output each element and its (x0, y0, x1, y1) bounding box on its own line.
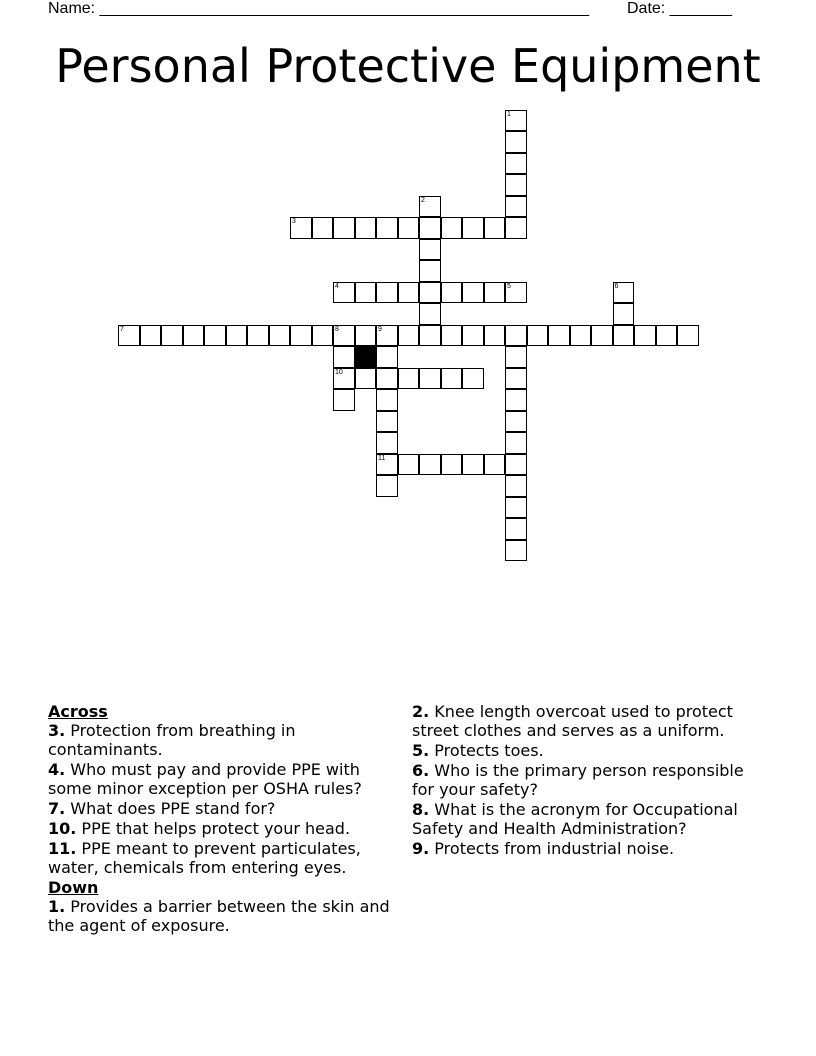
cell-number: 2 (421, 196, 425, 204)
clue-number: 11. (48, 839, 77, 858)
grid-cell[interactable] (398, 454, 420, 476)
grid-cell[interactable] (441, 454, 463, 476)
grid-cell[interactable] (613, 303, 635, 325)
grid-cell[interactable] (398, 325, 420, 347)
grid-cell[interactable] (613, 282, 635, 304)
cell-number: 7 (120, 325, 124, 333)
grid-cell[interactable] (656, 325, 678, 347)
grid-cell[interactable] (419, 303, 441, 325)
grid-cell[interactable] (462, 282, 484, 304)
cell-number: 1 (507, 110, 511, 118)
cell-number: 3 (292, 218, 296, 225)
clue-down-2 (412, 702, 762, 740)
grid-cell[interactable] (376, 432, 398, 454)
grid-cell[interactable] (355, 325, 377, 347)
grid-cell[interactable] (398, 368, 420, 390)
grid-cell[interactable] (634, 325, 656, 347)
clue-down-6 (412, 761, 762, 799)
grid-cell[interactable] (376, 454, 398, 476)
clue-number: 9. (412, 839, 430, 858)
grid-cell[interactable] (505, 325, 527, 347)
grid-cell[interactable] (355, 368, 377, 390)
grid-cell[interactable] (419, 454, 441, 476)
clue-number: 10. (48, 819, 77, 838)
cell-number: 4 (335, 282, 339, 290)
grid-cell[interactable] (140, 325, 162, 347)
grid-cell[interactable] (505, 346, 527, 368)
grid-cell[interactable] (462, 325, 484, 347)
grid-cell[interactable] (505, 411, 527, 433)
grid-cell[interactable] (613, 325, 635, 347)
grid-cell[interactable] (505, 174, 527, 196)
grid-cell[interactable] (484, 325, 506, 347)
grid-cell[interactable] (419, 217, 441, 239)
grid-cell[interactable] (462, 368, 484, 390)
grid-cell[interactable] (505, 217, 527, 239)
grid-cell[interactable] (677, 325, 699, 347)
clue-number: 8. (412, 800, 430, 819)
clue-across-3 (48, 721, 398, 759)
cell-number: 6 (614, 282, 619, 290)
clue-across-10 (48, 819, 398, 838)
grid-cell[interactable] (505, 389, 527, 411)
grid-cell[interactable] (333, 325, 355, 347)
grid-cell[interactable] (312, 217, 334, 239)
clue-text: Who is the primary person responsible for your safety? (412, 761, 744, 799)
clue-text: What does PPE stand for? (65, 799, 276, 818)
clue-text: Protects from industrial noise. (429, 839, 675, 858)
grid-cell[interactable] (441, 282, 463, 304)
clue-number: 5. (412, 741, 430, 760)
grid-cell[interactable] (419, 325, 441, 347)
cell-number: 5 (507, 282, 511, 290)
grid-cell[interactable] (505, 110, 527, 132)
grid-cell[interactable] (419, 368, 441, 390)
grid-cell[interactable] (505, 196, 527, 218)
clue-across-4 (48, 760, 398, 798)
grid-cell[interactable] (333, 217, 355, 239)
grid-cell[interactable] (505, 518, 527, 540)
grid-cell[interactable] (226, 325, 248, 347)
grid-cell[interactable] (505, 497, 527, 519)
grid-cell[interactable] (398, 217, 420, 239)
cell-number: 8 (335, 325, 339, 333)
grid-cell[interactable] (118, 325, 140, 347)
date-field[interactable]: Date: _______ (627, 0, 732, 17)
clue-number: 2. (412, 702, 430, 721)
clue-number: 7. (48, 799, 66, 818)
grid-cell[interactable] (376, 346, 398, 368)
grid-cell[interactable] (355, 217, 377, 239)
grid-cell[interactable] (333, 346, 355, 368)
grid-cell[interactable] (505, 540, 527, 562)
grid-cell[interactable] (462, 217, 484, 239)
clues-right-column (412, 702, 762, 859)
grid-cell[interactable] (376, 325, 398, 347)
cell-number: 9 (378, 325, 382, 333)
grid-cell[interactable] (419, 282, 441, 304)
clue-text: Who must pay and provide PPE with some minor exception per OSHA rules? (48, 760, 362, 798)
clue-down-9 (412, 839, 762, 858)
clue-number: 1. (48, 897, 66, 916)
grid-cell[interactable] (484, 454, 506, 476)
clue-down-5 (412, 741, 762, 760)
grid-cell[interactable] (505, 454, 527, 476)
down-heading: Down (48, 878, 99, 897)
grid-cell[interactable] (419, 196, 441, 218)
clue-across-11 (48, 839, 398, 877)
grid-cell[interactable] (376, 368, 398, 390)
grid-cell[interactable] (419, 260, 441, 282)
grid-cell[interactable] (505, 153, 527, 175)
grid-cell[interactable] (333, 368, 355, 390)
grid-cell[interactable] (247, 325, 269, 347)
grid-cell[interactable] (505, 131, 527, 153)
grid-cell[interactable] (290, 217, 312, 239)
grid-cell[interactable] (376, 389, 398, 411)
grid-cell[interactable] (484, 217, 506, 239)
grid-cell[interactable] (527, 325, 549, 347)
puzzle-title: Personal Protective Equipment (55, 39, 761, 93)
clue-text: PPE meant to prevent particulates, water, chemicals from entering eyes. (48, 839, 361, 877)
grid-cell[interactable] (441, 368, 463, 390)
grid-cell[interactable] (505, 282, 527, 304)
clue-text: Knee length overcoat used to protect street clothes and serves as a uniform. (412, 702, 733, 740)
clue-down-8 (412, 800, 762, 838)
grid-cell[interactable] (333, 282, 355, 304)
grid-cell[interactable] (376, 475, 398, 497)
grid-cell[interactable] (312, 325, 334, 347)
grid-cell[interactable] (462, 454, 484, 476)
grid-cell[interactable] (355, 282, 377, 304)
cell-number: 10 (335, 368, 343, 376)
grid-cell[interactable] (505, 475, 527, 497)
grid-cell[interactable] (398, 282, 420, 304)
clue-number: 4. (48, 760, 66, 779)
name-field[interactable]: Name: _______________________________________________________ (48, 0, 589, 17)
clue-text: Protection from breathing in contaminants. (48, 721, 296, 759)
grid-cell[interactable] (505, 432, 527, 454)
grid-cell[interactable] (441, 325, 463, 347)
across-heading: Across (48, 702, 108, 721)
clue-text: What is the acronym for Occupational Safety and Health Administration? (412, 800, 738, 838)
clue-text: Provides a barrier between the skin and the agent of exposure. (48, 897, 390, 935)
clue-text: Protects toes. (429, 741, 544, 760)
clue-number: 6. (412, 761, 430, 780)
grid-cell[interactable] (484, 282, 506, 304)
grid-cell[interactable] (419, 239, 441, 261)
clue-text: PPE that helps protect your head. (76, 819, 351, 838)
grid-cell[interactable] (505, 368, 527, 390)
grid-cell[interactable] (441, 217, 463, 239)
grid-cell[interactable] (376, 282, 398, 304)
grid-cell[interactable] (591, 325, 613, 347)
clues-left-column (48, 702, 398, 936)
clue-across-7 (48, 799, 398, 818)
grid-cell[interactable] (376, 411, 398, 433)
clue-number: 3. (48, 721, 66, 740)
grid-cell[interactable] (333, 389, 355, 411)
grid-cell[interactable] (183, 325, 205, 347)
grid-cell[interactable] (269, 325, 291, 347)
cell-number: 11 (378, 454, 386, 462)
grid-cell[interactable] (204, 325, 226, 347)
clue-down-1 (48, 897, 398, 935)
grid-black-cell (355, 346, 377, 368)
grid-cell[interactable] (376, 217, 398, 239)
grid-cell[interactable] (570, 325, 592, 347)
grid-cell[interactable] (161, 325, 183, 347)
grid-cell[interactable] (548, 325, 570, 347)
grid-cell[interactable] (290, 325, 312, 347)
